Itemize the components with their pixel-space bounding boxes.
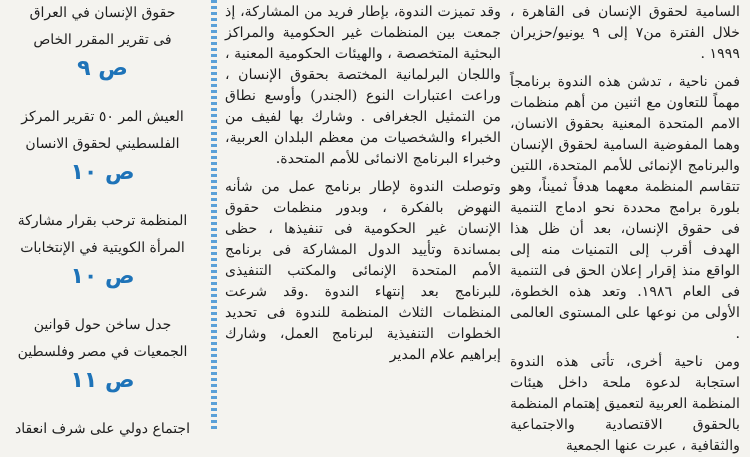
toc-item-title: جدل ساخن حول قوانين: [33, 317, 172, 333]
column-divider: [211, 0, 217, 430]
toc-item-page: ص ٩: [77, 56, 128, 81]
paragraph: السامية لحقوق الإنسان فى القاهرة ، خلال الفترة من٧ إلى ٩ يونيو/حزيران ١٩٩٩ .: [510, 4, 740, 62]
paragraph: وقد تميزت الندوة، بإطار فريد من المشاركة، إذ جمعت بين المنظمات غير الحكومية والمراكز البحثية المتخصصة ، والهيئات الحكومية المعنية ، واللجان البرلمانية المختصة بحقوق الإنسان ، وراعت اعتبارات النوع (الجندر) وأوسع نطاق من التمثيل الجغرافى . وشارك بها لفيف من الخبراء والشخصيات من معظم البلدان العربية، وخبراء البرنامج الانمائى للأمم المتحدة.: [225, 4, 501, 167]
toc-item-title: المنظمة ترحب بقرار مشاركة: [17, 213, 188, 229]
toc-item-title: العيش المر ٥٠ تقرير المركز: [21, 109, 184, 125]
article-column-middle: [225, 0, 501, 430]
toc-item-title: المرأة الكويتية في الإنتخابات: [20, 240, 185, 256]
paragraph: وتوصلت الندوة لإطار برنامج عمل من شأنه النهوض بالفكرة ، وبدور منظمات حقوق الإنسان غير الحكومية فى تنفيذها ، حظى بمساندة وتأييد الدول المشاركة فى برنامج الأمم المتحدة الإنمائى والمكتب التنفيذى للبرنامج بعد إنتهاء الندوة .وقد شرعت المنظمات الثلاث المنظمة للندوة فى تحديد الخطوات التنفيذية لبرنامج العمل، وشارك إبراهيم علام المدير: [225, 179, 501, 363]
toc-item-page: ص ١١: [70, 368, 135, 393]
contents-sidebar: [0, 0, 205, 437]
toc-item[interactable]: [0, 312, 205, 396]
toc-item[interactable]: [0, 416, 205, 443]
toc-item-title: فى تقرير المقرر الخاص: [33, 32, 172, 48]
toc-item[interactable]: [0, 208, 205, 292]
article-column-right: [510, 0, 740, 454]
toc-item-title: الجمعيات في مصر وفلسطين: [17, 344, 188, 360]
toc-item[interactable]: [0, 104, 205, 188]
toc-item-page: ص ١٠: [70, 160, 135, 185]
toc-item-title: الفلسطيني لحقوق الانسان: [25, 136, 180, 152]
toc-item-title: حقوق الإنسان في العراق: [29, 5, 176, 21]
paragraph: فمن ناحية ، تدشن هذه الندوة برنامجاً مهماً للتعاون مع اثنين من أهم منظمات الامم المتحدة المعنية بحقوق الانسان، وهما المفوضية السامية لحقوق الإنسان والبرنامج الإنمائى للأمم المتحدة، اللتين تتقاسم المنظمة معهما هدفاً ثميناً، وهو بلورة برامج محددة نحو ادماج التنمية فى حقوق الإنسان، بعد أن ظل هذا الهدف أقرب إلى التمنيات منه إلى الواقع منذ إقرار إعلان الحق فى التنمية فى العام ١٩٨٦. وتعد هذه الخطوة، الأولى من نوعها على المستوى العالمى .: [510, 74, 740, 342]
toc-item[interactable]: [0, 0, 205, 84]
toc-item-page: ص ١٠: [70, 264, 135, 289]
paragraph: ومن ناحية أخرى، تأتى هذه الندوة استجابة لدعوة ملحة داخل هيئات المنظمة العربية لتعميق إهتمام المنظمة بالحقوق الاقتصادية والاجتماعية والثقافية ، عبرت عنها الجمعية: [510, 354, 740, 454]
toc-item-title: اجتماع دولي على شرف انعقاد: [15, 421, 190, 437]
